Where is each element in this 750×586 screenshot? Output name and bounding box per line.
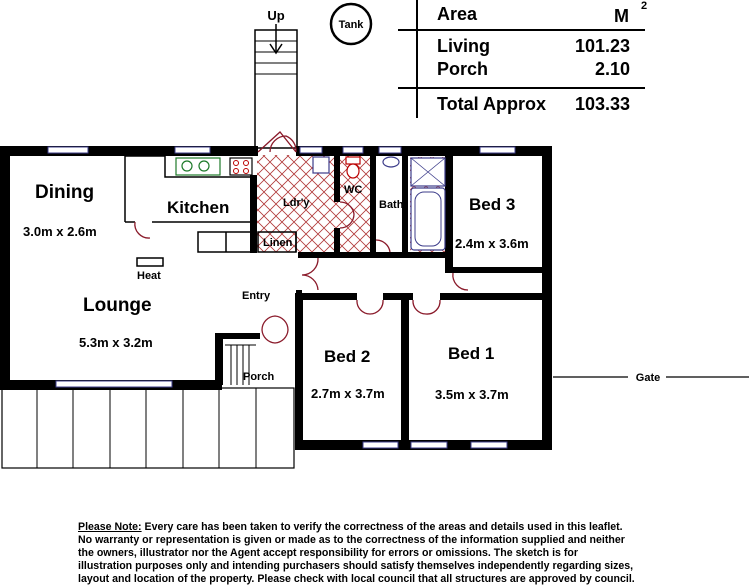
disclaimer-line: the owners, illustrator nor the Agent accept responsibility for errors or omissions. The sketch is for bbox=[78, 547, 578, 559]
stairs-up bbox=[255, 8, 297, 148]
area-row-value: 2.10 bbox=[594, 59, 630, 79]
toilet-icon bbox=[346, 157, 360, 164]
stove-icon bbox=[230, 158, 252, 175]
room-dining-size: 3.0m x 2.6m bbox=[23, 224, 97, 239]
room-dining-name: Dining bbox=[35, 182, 95, 203]
entry-label: Entry bbox=[242, 290, 271, 302]
room-bed1-size: 3.5m x 3.7m bbox=[435, 387, 509, 402]
disclaimer bbox=[78, 521, 678, 586]
disclaimer-line: layout and location of the property. Please check with local council that all structures are approved by council. bbox=[78, 573, 635, 585]
gate-label: Gate bbox=[635, 372, 661, 384]
disclaimer-text: Every care has been taken to verify the correctness of the areas and details used in this leaflet. bbox=[141, 521, 623, 533]
linen-label: Linen bbox=[263, 237, 293, 249]
area-row-label: Living bbox=[437, 36, 490, 56]
porch-label: Porch bbox=[243, 371, 275, 383]
disclaimer-heading: Please Note: bbox=[78, 521, 142, 533]
area-header-unit-sup: 2 bbox=[641, 0, 648, 12]
area-row-value: 101.23 bbox=[574, 36, 630, 56]
room-lounge-name: Lounge bbox=[83, 295, 152, 316]
area-table bbox=[398, 0, 647, 118]
kitchen-fixtures bbox=[176, 158, 252, 175]
room-lounge-size: 5.3m x 3.2m bbox=[79, 335, 153, 350]
area-header-label: Area bbox=[437, 4, 478, 24]
room-bed3-size: 2.4m x 3.6m bbox=[455, 236, 529, 251]
area-row-label: Porch bbox=[437, 59, 489, 79]
disclaimer-line: illustration purposes only and intending purchasers should satisfy themselves independently regarding sizes, bbox=[78, 560, 634, 572]
basin-icon bbox=[383, 157, 399, 167]
area-header-unit: M bbox=[614, 6, 629, 26]
heater-icon bbox=[137, 258, 163, 266]
gate bbox=[553, 372, 749, 384]
room-kitchen-name: Kitchen bbox=[167, 198, 230, 217]
room-bed1-name: Bed 1 bbox=[448, 344, 495, 363]
water-tank bbox=[331, 4, 371, 44]
bath-label: Bath bbox=[379, 199, 404, 211]
deck bbox=[2, 388, 294, 468]
room-bed3-name: Bed 3 bbox=[469, 195, 516, 214]
heat-label: Heat bbox=[137, 270, 161, 282]
wc-label: WC bbox=[344, 184, 363, 196]
area-total-label: Total Approx bbox=[437, 94, 546, 114]
disclaimer-line bbox=[78, 521, 678, 534]
stairs-up-label: Up bbox=[267, 8, 285, 23]
laundry-label: Ldr'y bbox=[283, 197, 310, 209]
room-bed2-size: 2.7m x 3.7m bbox=[311, 386, 385, 401]
disclaimer-line: No warranty or representation is given or made as to the correctness of the information supplied and neither bbox=[78, 534, 625, 546]
laundry-tub-icon bbox=[313, 157, 329, 173]
area-total-value: 103.33 bbox=[574, 94, 630, 114]
tank-label: Tank bbox=[338, 19, 364, 31]
room-bed2-name: Bed 2 bbox=[324, 347, 371, 366]
